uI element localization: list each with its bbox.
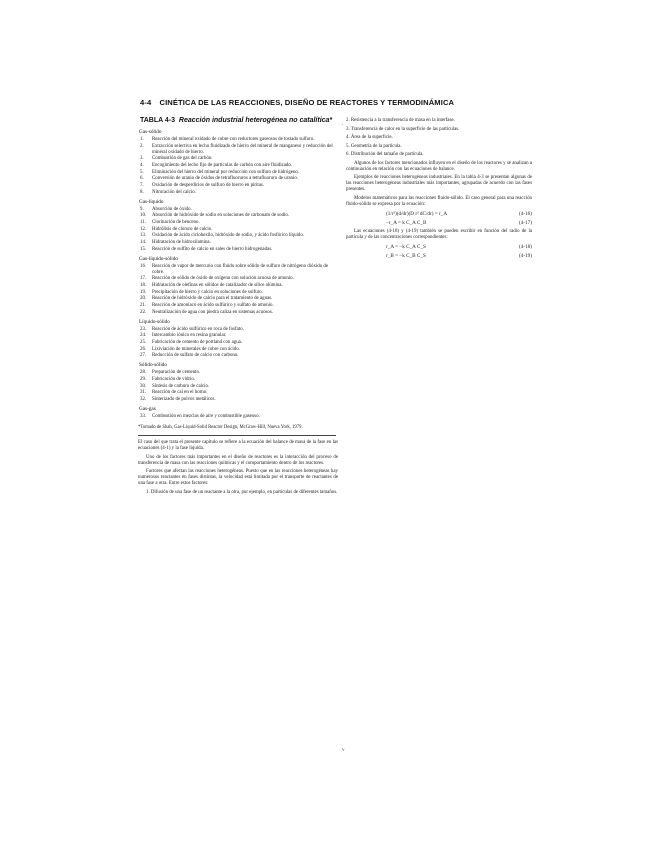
- table-item: [138, 384, 338, 390]
- table-item-number: 15.: [140, 246, 147, 252]
- right-item-5: 5. Geometría de la partícula.: [346, 143, 402, 149]
- right-paragraph-solution: Las ecuaciones (4-18) y (4-19) también se pueden escribir en función del radio de la partícula y de las concentraciones correspondientes:: [346, 229, 532, 241]
- table-item-number: 5.: [140, 169, 144, 175]
- table-item: [138, 163, 338, 169]
- table-item-number: 31.: [140, 390, 147, 396]
- left-paragraph-1: El caso del que trata el presente capítulo se refiere a la ecuación del balance de masa de la fase en las ecuaciones (4-1) y la fase líquida.: [138, 440, 338, 452]
- table-item-text: Síntesis de carburo de calcio.: [152, 383, 210, 389]
- table-item-text: Combustión de gas del carbón.: [152, 156, 213, 162]
- table-item-text: Reducción de sulfato de calcio con carbono.: [152, 353, 239, 359]
- table-item-text: Hidrólisis de cloruro de calcio.: [152, 226, 213, 232]
- table-item: [138, 276, 338, 282]
- table-section-heading: Gas-líquido-sólido: [139, 255, 178, 262]
- table-item-number: 2.: [140, 143, 144, 149]
- equation-expression: −r_A = k C_A C_B: [386, 220, 427, 227]
- equation-4-16: [346, 211, 532, 217]
- table-item: [138, 414, 338, 420]
- table-item-text: Reacción de cal en el horno.: [152, 390, 208, 396]
- table-item: [138, 233, 338, 239]
- table-item: [138, 137, 338, 143]
- equation-number: (4-18): [519, 244, 532, 251]
- running-title: CINÉTICA DE LAS REACCIONES, DISEÑO DE REACTORES Y TERMODINÁMICA: [159, 98, 455, 107]
- table-item: [138, 207, 338, 213]
- left-column: [138, 118, 338, 498]
- table-item-number: 29.: [140, 376, 147, 382]
- table-item-text: Reacción del mineral oxidado de cobre con reductores gaseosos de tostado sulfuro.: [152, 137, 315, 143]
- table-item: [138, 310, 338, 316]
- table-item-text: Intercambio iónico en resina granular.: [152, 333, 227, 339]
- table-sections: [138, 129, 338, 420]
- table-item-text: Conversión de uranio de óxidos de tetrafluoruros a tetrafluoruro de uranio.: [152, 176, 298, 182]
- table-item-number: 20.: [140, 296, 147, 302]
- table-item-text: Neutralización de agua con piedra caliza en sistemas acuosos.: [152, 309, 273, 315]
- table-caption: Reacción industrial heterogénea no catalítica*: [178, 117, 333, 124]
- right-item-3: 3. Transferencia de calor en la superficie de las partículas.: [346, 126, 460, 132]
- left-paragraph-3: Factores que afectan las reacciones heterogéneas. Puesto que en las reacciones heterogéneas hay numerosos reactantes en fases distintas, la velocidad está limitada por el transporte de reactantes de una fase a otra. Entre estos factores:: [138, 469, 338, 487]
- table-item: [138, 390, 338, 396]
- table-item: [138, 144, 338, 156]
- left-paragraph-2: Uno de los factores más importantes en el diseño de reactores es la interacción del proceso de transferencia de masa con las reacciones químicas y el comportamiento dentro de los reactores.: [138, 454, 338, 466]
- right-paragraph-examples: Ejemplos de reacciones heterogéneas industriales. En la tabla 4-3 se presentan algunas de las reacciones heterogéneas industriales más importantes, agrupadas de acuerdo con las fases presentes.: [346, 175, 532, 193]
- table-item: [138, 370, 338, 376]
- table-item: [138, 303, 338, 309]
- table-item-number: 1.: [140, 137, 144, 143]
- table-item-text: Preparación de cemento.: [152, 370, 201, 376]
- equation-number: (4-17): [519, 220, 532, 227]
- table-item-number: 16.: [140, 263, 147, 269]
- table-item-number: 17.: [140, 276, 147, 282]
- table-item: [138, 290, 338, 296]
- table-item: [138, 213, 338, 219]
- table-section-heading: Líquido-sólido: [139, 318, 170, 325]
- table-item: [138, 327, 338, 333]
- equation-4-18: [346, 244, 532, 250]
- table-item: [138, 176, 338, 182]
- equation-expression: r_B = −k C_B C_S: [386, 253, 426, 260]
- table-item-text: Fabricación de cemento de portland con agua.: [152, 339, 243, 345]
- table-item-text: Absorción de hidróxido de sodio en soluciones de carbonato de sodio.: [152, 213, 290, 219]
- equation-number: (4-16): [519, 211, 532, 218]
- table-item-number: 13.: [140, 233, 147, 239]
- table-section-heading: Gas-gas: [139, 405, 156, 412]
- table-item-number: 7.: [140, 182, 144, 188]
- equation-4-17: [346, 220, 532, 226]
- table-title: [140, 118, 338, 124]
- table-item-text: Reacción de sólido de óxido de oxígeno con solución acuosa de amonio.: [152, 276, 294, 282]
- table-rule: [138, 435, 336, 436]
- page-number: 4-4: [140, 98, 152, 107]
- table-item-number: 9.: [140, 206, 144, 212]
- table-item-text: Clorinación de benceno.: [152, 220, 200, 225]
- table-item-number: 8.: [140, 189, 144, 195]
- table-item-number: 28.: [140, 370, 147, 376]
- table-item-number: 18.: [140, 282, 147, 288]
- table-item-text: Reacción de amoníaco en ácido sulfúrico y sulfato de amonio.: [152, 302, 274, 308]
- table-item-text: Reacción de ácido sulfúrico en roca de fosfato.: [152, 326, 244, 332]
- table-item-number: 14.: [140, 239, 147, 245]
- table-item-number: 11.: [140, 220, 146, 225]
- table-item-number: 10.: [140, 213, 147, 219]
- table-item: [138, 296, 338, 302]
- running-header: [140, 98, 454, 107]
- table-item: [138, 240, 338, 246]
- table-item-number: 26.: [140, 346, 147, 352]
- table-item-text: Precipitación de hierro y calcio en soluciones de sulfuro.: [152, 289, 263, 295]
- margin-mark: .: [342, 122, 344, 127]
- table-item-number: 19.: [140, 289, 147, 295]
- right-column: [346, 118, 532, 262]
- table-item-number: 12.: [140, 226, 147, 232]
- table-item: [138, 264, 338, 276]
- table-section-heading: Gas-líquido: [139, 198, 164, 205]
- table-item: [138, 247, 338, 253]
- table-item-number: 4.: [140, 163, 144, 169]
- table-item-text: Fabricación de vidrio.: [152, 376, 196, 382]
- table-item-number: 30.: [140, 383, 147, 389]
- right-paragraph-models: Modelos matemáticos para las reacciones fluido-sólido. El caso general para una reacción fluido-sólido se expresa por la ecuación:: [346, 195, 532, 208]
- table-item-text: Oxidación de desperdicios de sulfuro de hierro en piritas.: [152, 182, 265, 188]
- table-item: [138, 183, 338, 189]
- table-item: [138, 283, 338, 289]
- right-item-2: 2. Resistencia a la transferencia de masa en la interfase.: [346, 118, 455, 123]
- table-item-text: Absorción de óxido.: [152, 206, 192, 212]
- table-item-number: 24.: [140, 333, 147, 339]
- table-item-number: 6.: [140, 176, 144, 182]
- table-item-text: Combustión en mezclas de aire y combustible gaseoso.: [152, 413, 260, 419]
- equation-4-19: [346, 253, 532, 259]
- equation-expression: r_A = −k C_A C_S: [386, 244, 426, 251]
- table-item-text: Eliminación del hierro del mineral por reducción con sulfuro de hidrógeno.: [152, 169, 300, 175]
- table-item: [138, 170, 338, 176]
- right-item-6: 6. Distribución del tamaño de partícula.: [346, 152, 424, 158]
- right-paragraph-factors: Algunos de los factores mencionados influyen en el diseño de los reactores y se analizan a continuación en relación con las ecuaciones de balance.: [346, 160, 532, 172]
- table-item: [138, 227, 338, 233]
- table-item: [138, 340, 338, 346]
- equation-expression: (1/r²)(d/dr)(D r² dC/dr) = r_A: [386, 211, 448, 218]
- table-item-number: 23.: [140, 326, 147, 332]
- table-item-text: Reacción de vapor de mercurio con fluido sobre sólido de sulfuro de nitrógeno dióxido de cobre.: [152, 263, 329, 275]
- equation-number: (4-19): [519, 253, 532, 260]
- table-item-text: Extracción selectiva en lecho fluidizado de hierro del mineral de manganeso y reducción del mineral oxidado de hierro.: [152, 143, 333, 155]
- table-item-text: Reacción de hidróxido de calcio para el tratamiento de aguas.: [152, 296, 273, 302]
- table-item: [138, 377, 338, 383]
- table-item: [138, 190, 338, 196]
- table-label: TABLA 4-3: [140, 117, 175, 124]
- table-item-number: 25.: [140, 339, 147, 345]
- table-item-text: Oxidación de ácido ciclohexilo, hidróxido de sodio, y ácido fosfórico líquido.: [152, 233, 304, 239]
- table-item: [138, 347, 338, 353]
- table-item: [138, 220, 338, 226]
- right-item-4: 4. Área de la superficie.: [346, 135, 393, 141]
- table-item: [138, 156, 338, 162]
- table-item-text: Lixiviación de minerales de cobre con ácido.: [152, 346, 240, 352]
- table-item-text: Reacción de sulfito de calcio en sales de hierro hidrogenadas.: [152, 246, 273, 252]
- table-item: [138, 353, 338, 359]
- table-item-text: Encogimiento del lecho fijo de partículas de carbón con aire fluidizado.: [152, 163, 293, 169]
- table-item-number: 22.: [140, 309, 147, 315]
- table-item: [138, 397, 338, 403]
- left-paragraph-4: 1. Difusión de una fase de un reactante a la otra, por ejemplo, en partículas de diferentes tamaños.: [146, 489, 338, 495]
- table-item: [138, 333, 338, 339]
- table-section-heading: Sólido-sólido: [139, 362, 167, 369]
- table-item-text: Nitruración del calcio.: [152, 189, 196, 195]
- table-item-number: 21.: [140, 302, 147, 308]
- table-item-number: 32.: [140, 396, 147, 402]
- table-item-number: 3.: [140, 156, 144, 162]
- table-section-heading: Gas-sólido: [139, 129, 162, 136]
- table-item-text: Hidratación de olefinas en sólidos de catalizador de sílice alúmina.: [152, 282, 283, 288]
- margin-mark: v: [342, 748, 345, 753]
- table-item-text: Sinterizado de polvos metálicos.: [152, 396, 216, 402]
- table-item-text: Hidratación de hidroxilamina.: [152, 239, 211, 245]
- table-footnote: *Tomado de Shah, Gas-Liquid-Solid Reactor Design, McGraw-Hill, Nueva York, 1979.: [138, 425, 303, 430]
- table-item-number: 33.: [140, 413, 147, 419]
- table-item-number: 27.: [140, 353, 147, 359]
